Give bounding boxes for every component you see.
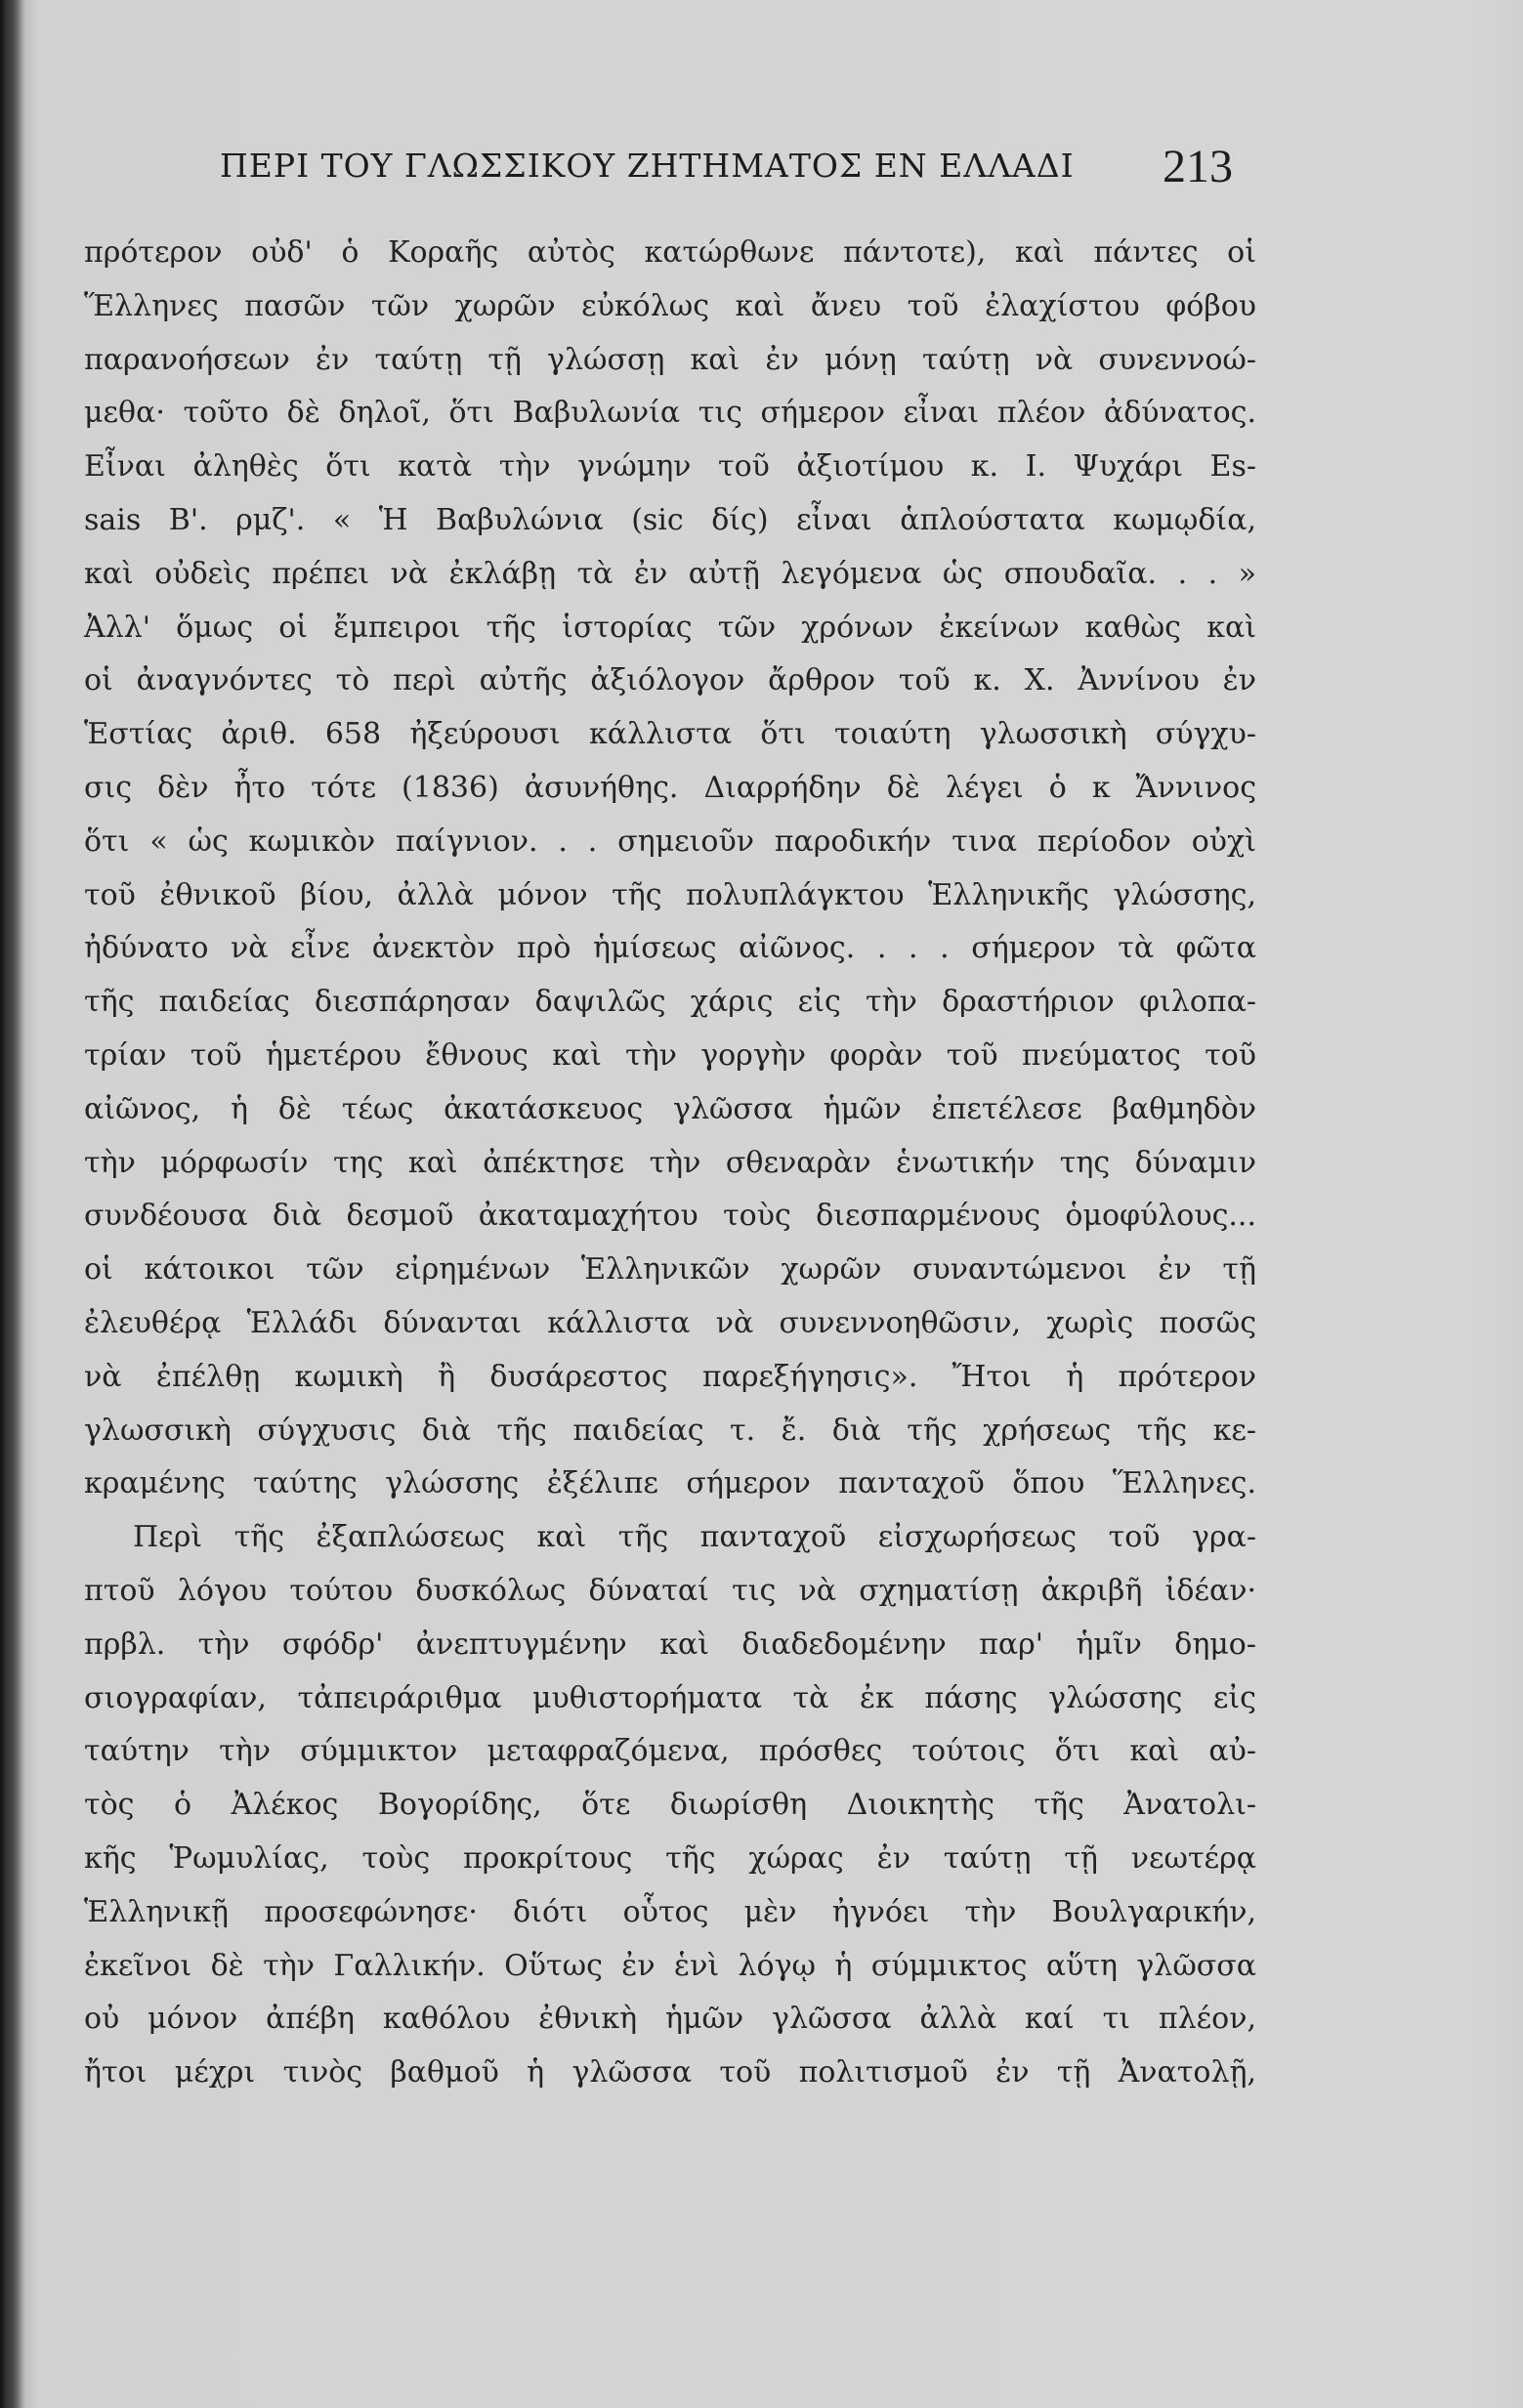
text-line: ἐλευθέρᾳ Ἑλλάδι δύνανται κάλλιστα νὰ συνεννοηθῶσιν, χωρὶς ποσῶς	[84, 1305, 1256, 1340]
text-line: κραμένης ταύτης γλώσσης ἐξέλιπε σήμερον πανταχοῦ ὅπου Ἕλληνες.	[84, 1466, 1256, 1501]
text-line: συνδέουσα διὰ δεσμοῦ ἀκαταμαχήτου τοὺς διεσπαρμένους ὁμοφύλους...	[84, 1199, 1256, 1234]
text-line: Ἕλληνες πασῶν τῶν χωρῶν εὐκόλως καὶ ἄνευ τοῦ ἐλαχίστου φόβου	[84, 288, 1256, 323]
running-title: ΠΕΡΙ ΤΟΥ ΓΛΩΣΣΙΚΟΥ ΖΗΤΗΜΑΤΟΣ ΕΝ ΕΛΛΑΔΙ	[220, 147, 1075, 185]
text-line: ἐκεῖνοι δὲ τὴν Γαλλικήν. Οὕτως ἐν ἑνὶ λόγῳ ἡ σύμμικτος αὕτη γλῶσσα	[84, 1948, 1256, 1983]
text-line: Ἀλλ' ὅμως οἱ ἔμπειροι τῆς ἱστορίας τῶν χρόνων ἐκείνων καθὼς καὶ	[84, 610, 1256, 645]
text-line: παρανοήσεων ἐν ταύτῃ τῇ γλώσσῃ καὶ ἐν μόνῃ ταύτῃ νὰ συνεννοώ-	[84, 342, 1256, 377]
text-line: Ἑλληνικῇ προσεφώνησε· διότι οὗτος μὲν ἠγνόει τὴν Βουλγαρικήν,	[84, 1894, 1256, 1929]
text-line: αἰῶνος, ἡ δὲ τέως ἀκατάσκευος γλῶσσα ἡμῶν ἐπετέλεσε βαθμηδὸν	[84, 1091, 1256, 1126]
text-line: σιογραφίαν, τἀπειράριθμα μυθιστορήματα τὰ ἐκ πάσης γλώσσης εἰς	[84, 1680, 1256, 1715]
text-line: τρίαν τοῦ ἡμετέρου ἔθνους καὶ τὴν γοργὴν φορὰν τοῦ πνεύματος τοῦ	[84, 1037, 1256, 1073]
text-line: νὰ ἐπέλθῃ κωμικὴ ἢ δυσάρεστος παρεξήγησις». Ἤτοι ἡ πρότερον	[84, 1359, 1256, 1394]
text-line: σις δὲν ἦτο τότε (1836) ἀσυνήθης. Διαρρήδην δὲ λέγει ὁ κ Ἄννινος	[84, 770, 1256, 805]
body-text	[84, 227, 1256, 2100]
text-line: καὶ οὐδεὶς πρέπει νὰ ἐκλάβῃ τὰ ἐν αὐτῇ λεγόμενα ὡς σπουδαῖα. . . »	[84, 556, 1256, 591]
text-line: πτοῦ λόγου τούτου δυσκόλως δύναταί τις νὰ σχηματίσῃ ἀκριβῆ ἰδέαν·	[84, 1573, 1256, 1608]
text-line: sais Β'. ρμζ'. « Ἡ Βαβυλώνια (sic δίς) εἶναι ἁπλούστατα κωμῳδία,	[84, 502, 1256, 537]
text-line: πρότερον οὐδ' ὁ Κοραῆς αὐτὸς κατώρθωνε πάντοτε), καὶ πάντες οἱ	[84, 235, 1256, 270]
text-line: οἱ κάτοικοι τῶν εἰρημένων Ἑλληνικῶν χωρῶν συναντώμενοι ἐν τῇ	[84, 1252, 1256, 1288]
text-line: ὅτι « ὡς κωμικὸν παίγνιον. . . σημειοῦν παροδικήν τινα περίοδον οὐχὶ	[84, 824, 1256, 859]
text-line: γλωσσικὴ σύγχυσις διὰ τῆς παιδείας τ. ἔ. διὰ τῆς χρήσεως τῆς κε-	[84, 1413, 1256, 1448]
text-line: τὸς ὁ Ἀλέκος Βογορίδης, ὅτε διωρίσθη Διοικητὴς τῆς Ἀνατολι-	[84, 1788, 1256, 1823]
text-line: τῆς παιδείας διεσπάρησαν δαψιλῶς χάρις εἰς τὴν δραστήριον φιλοπα-	[84, 985, 1256, 1020]
text-line: τὴν μόρφωσίν της καὶ ἀπέκτησε τὴν σθεναρὰν ἑνωτικήν της δύναμιν	[84, 1145, 1256, 1180]
text-line: ἠδύνατο νὰ εἶνε ἀνεκτὸν πρὸ ἡμίσεως αἰῶνος. . . . σήμερον τὰ φῶτα	[84, 931, 1256, 966]
text-line: Εἶναι ἀληθὲς ὅτι κατὰ τὴν γνώμην τοῦ ἀξιοτίμου κ. Ι. Ψυχάρι Es-	[84, 449, 1256, 485]
text-line: οὐ μόνον ἀπέβη καθόλου ἐθνικὴ ἡμῶν γλῶσσα ἀλλὰ καί τι πλέον,	[84, 2002, 1256, 2037]
text-line: πρβλ. τὴν σφόδρ' ἀνεπτυγμένην καὶ διαδεδομένην παρ' ἡμῖν δημο-	[84, 1626, 1256, 1662]
text-line: ἤτοι μέχρι τινὸς βαθμοῦ ἡ γλῶσσα τοῦ πολιτισμοῦ ἐν τῇ Ἀνατολῇ,	[84, 2055, 1256, 2091]
binding-gutter-shadow	[0, 0, 25, 2408]
text-line: Περὶ τῆς ἐξαπλώσεως καὶ τῆς πανταχοῦ εἰσχωρήσεως τοῦ γρα-	[133, 1520, 1256, 1555]
page-number: 213	[1163, 141, 1233, 192]
text-line: Ἑστίας ἀριθ. 658 ἠξεύρουσι κάλλιστα ὅτι τοιαύτη γλωσσικὴ σύγχυ-	[84, 717, 1256, 752]
text-line: κῆς Ῥωμυλίας, τοὺς προκρίτους τῆς χώρας ἐν ταύτῃ τῇ νεωτέρᾳ	[84, 1840, 1256, 1876]
text-line: τοῦ ἐθνικοῦ βίου, ἀλλὰ μόνον τῆς πολυπλάγκτου Ἑλληνικῆς γλώσσης,	[84, 877, 1256, 912]
text-line: μεθα· τοῦτο δὲ δηλοῖ, ὅτι Βαβυλωνία τις σήμερον εἶναι πλέον ἀδύνατος.	[84, 396, 1256, 431]
text-line: ταύτην τὴν σύμμικτον μεταφραζόμενα, πρόσθες τούτοις ὅτι καὶ αὐ-	[84, 1734, 1256, 1769]
text-line: οἱ ἀναγνόντες τὸ περὶ αὐτῆς ἀξιόλογον ἄρθρον τοῦ κ. Χ. Ἀννίνου ἐν	[84, 663, 1256, 698]
